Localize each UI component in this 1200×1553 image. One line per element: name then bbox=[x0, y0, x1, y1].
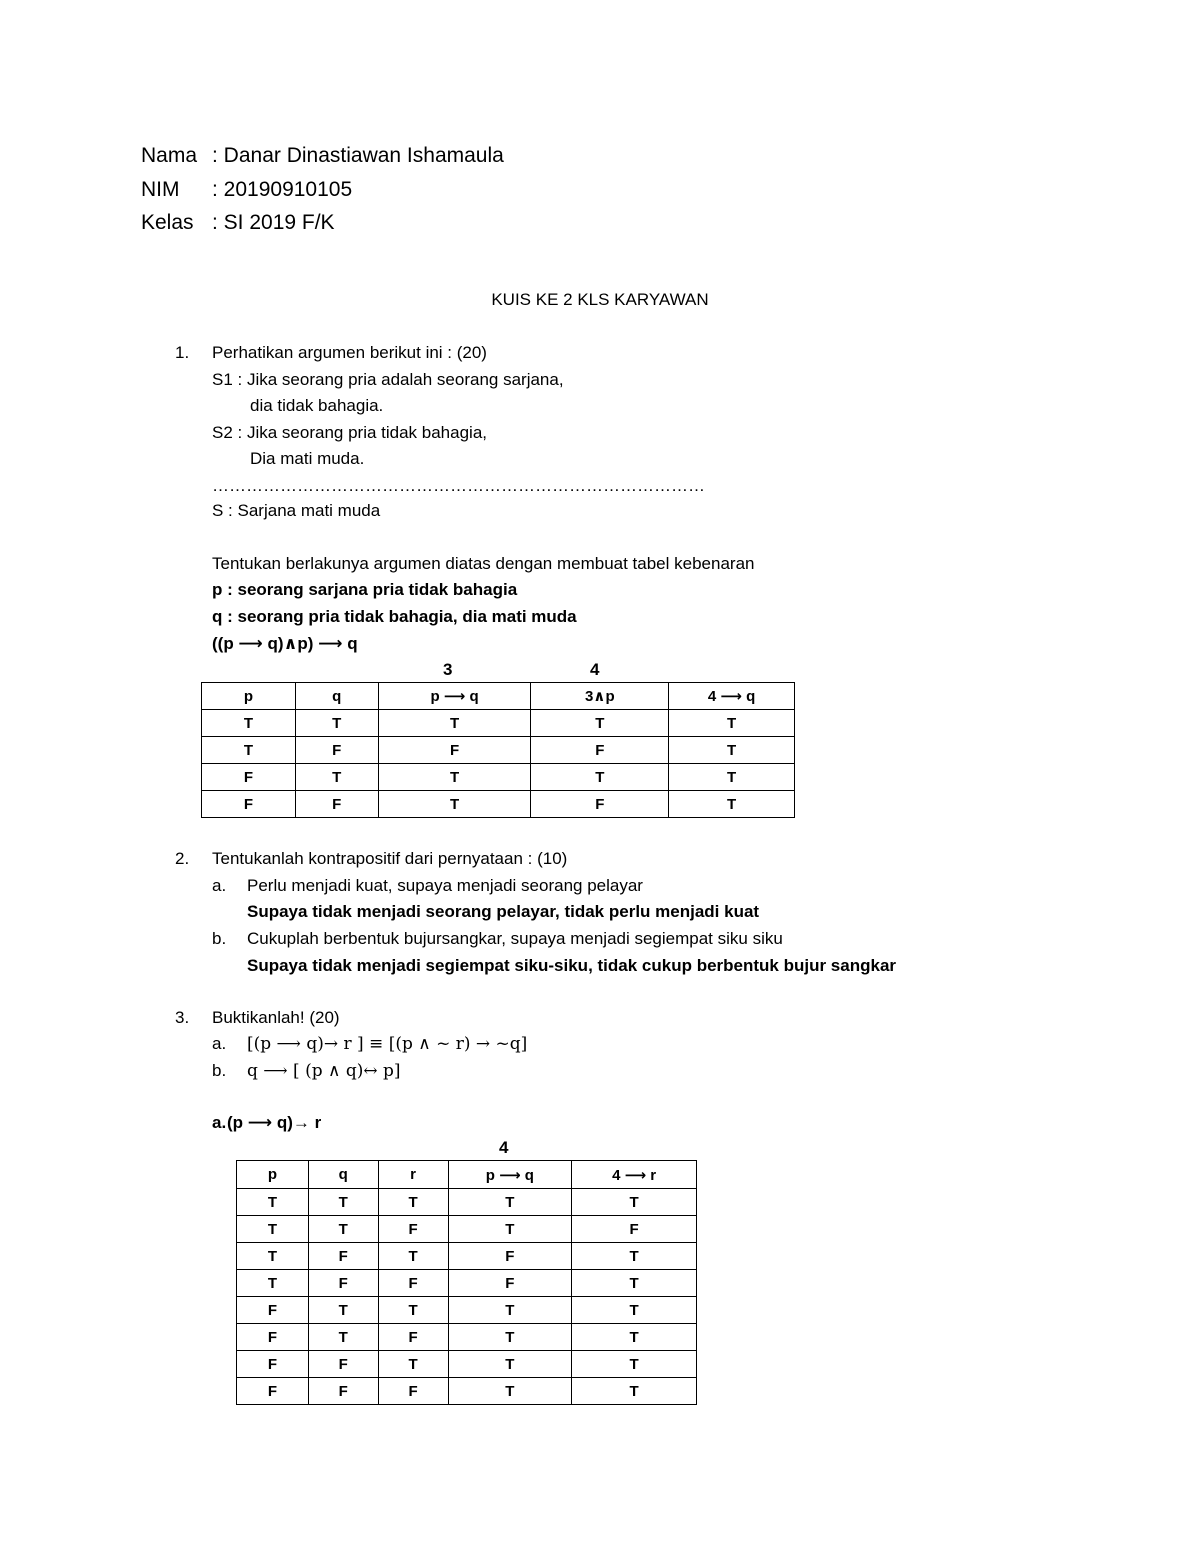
table-cell: T bbox=[448, 1297, 572, 1324]
table-cell: T bbox=[378, 764, 531, 791]
q3-sub-label: a. bbox=[212, 1113, 227, 1132]
table-cell: T bbox=[669, 764, 795, 791]
table-row bbox=[237, 1351, 697, 1378]
table-cell: T bbox=[669, 737, 795, 764]
table-cell: T bbox=[378, 1351, 448, 1378]
table-cell: F bbox=[378, 1216, 448, 1243]
table-cell: F bbox=[378, 1270, 448, 1297]
q2-prompt: Tentukanlah kontrapositif dari pernyataan : (10) bbox=[212, 849, 568, 868]
table-cell: T bbox=[448, 1351, 572, 1378]
q3-b-label: b. bbox=[212, 1061, 227, 1080]
q3-col-mark-4: 4 bbox=[499, 1138, 509, 1157]
table-header-cell: 4 ⟶ q bbox=[669, 683, 795, 710]
q1-col-mark-3: 3 bbox=[443, 660, 453, 679]
q1-s1-line1: S1 : Jika seorang pria adalah seorang sarjana, bbox=[212, 370, 564, 389]
q1-s2-line2: Dia mati muda. bbox=[250, 449, 365, 468]
table-cell: T bbox=[378, 791, 531, 818]
table-cell: T bbox=[669, 791, 795, 818]
table-cell: T bbox=[378, 710, 531, 737]
table-header-cell: r bbox=[378, 1161, 448, 1189]
table-cell: T bbox=[448, 1216, 572, 1243]
table-cell: T bbox=[531, 764, 669, 791]
q2-b-label: b. bbox=[212, 929, 227, 948]
table-header-cell: p bbox=[237, 1161, 309, 1189]
table-cell: F bbox=[308, 1351, 378, 1378]
table-cell: T bbox=[295, 710, 378, 737]
q3-a-label: a. bbox=[212, 1034, 227, 1053]
table-cell: F bbox=[202, 764, 296, 791]
table-cell: T bbox=[308, 1216, 378, 1243]
q1-p-definition: p : seorang sarjana pria tidak bahagia bbox=[212, 580, 518, 599]
table-cell: T bbox=[378, 1243, 448, 1270]
table-cell: F bbox=[378, 737, 531, 764]
table-row bbox=[202, 710, 795, 737]
table-cell: T bbox=[308, 1297, 378, 1324]
q1-truth-table bbox=[201, 682, 795, 818]
table-header-cell: 3∧p bbox=[531, 683, 669, 710]
table-cell: F bbox=[378, 1378, 448, 1405]
table-cell: F bbox=[308, 1378, 378, 1405]
q3-a-text: [(p ⟶ q)→ r ] ≡ [(p ∧ ~ r) → ~q] bbox=[247, 1034, 528, 1054]
table-cell: T bbox=[378, 1297, 448, 1324]
table-header-cell: q bbox=[308, 1161, 378, 1189]
table-cell: T bbox=[378, 1189, 448, 1216]
table-cell: F bbox=[308, 1243, 378, 1270]
table-cell: T bbox=[448, 1324, 572, 1351]
q2-b-text: Cukuplah berbentuk bujursangkar, supaya menjadi segiempat siku siku bbox=[247, 929, 783, 948]
q2-b-answer: Supaya tidak menjadi segiempat siku-siku, tidak cukup berbentuk bujur sangkar bbox=[247, 956, 897, 975]
table-header-row bbox=[202, 683, 795, 710]
q2-a-label: a. bbox=[212, 876, 227, 895]
table-cell: T bbox=[669, 710, 795, 737]
q1-s2-line1: S2 : Jika seorang pria tidak bahagia, bbox=[212, 423, 488, 442]
page-title: KUIS KE 2 KLS KARYAWAN bbox=[491, 290, 709, 309]
table-row bbox=[237, 1216, 697, 1243]
table-row bbox=[237, 1243, 697, 1270]
table-cell: F bbox=[295, 791, 378, 818]
q3-b-text: q ⟶ [ (p ∧ q)↔ p] bbox=[247, 1061, 401, 1081]
table-cell: F bbox=[237, 1351, 309, 1378]
table-row bbox=[237, 1297, 697, 1324]
q1-formula: ((p ⟶ q)∧p) ⟶ q bbox=[212, 634, 358, 653]
kelas-label: Kelas bbox=[141, 211, 194, 234]
table-cell: F bbox=[448, 1270, 572, 1297]
table-cell: T bbox=[237, 1216, 309, 1243]
q3-prompt: Buktikanlah! (20) bbox=[212, 1008, 340, 1027]
table-cell: F bbox=[531, 737, 669, 764]
table-header-cell: p bbox=[202, 683, 296, 710]
table-cell: T bbox=[237, 1189, 309, 1216]
table-row bbox=[237, 1324, 697, 1351]
q3-sub-formula: (p ⟶ q)→ r bbox=[227, 1113, 322, 1132]
table-row bbox=[237, 1270, 697, 1297]
table-cell: T bbox=[308, 1324, 378, 1351]
table-cell: T bbox=[572, 1351, 697, 1378]
nama-value: : Danar Dinastiawan Ishamaula bbox=[212, 144, 504, 167]
table-cell: F bbox=[295, 737, 378, 764]
nama-label: Nama bbox=[141, 144, 198, 167]
table-row bbox=[202, 791, 795, 818]
q1-q-definition: q : seorang pria tidak bahagia, dia mati muda bbox=[212, 607, 577, 626]
table-cell: T bbox=[572, 1243, 697, 1270]
kelas-value: : SI 2019 F/K bbox=[212, 211, 335, 234]
q1-col-mark-4: 4 bbox=[590, 660, 600, 679]
q3-number: 3. bbox=[175, 1008, 190, 1027]
table-cell: T bbox=[237, 1243, 309, 1270]
table-row bbox=[202, 764, 795, 791]
q1-prompt: Perhatikan argumen berikut ini : (20) bbox=[212, 343, 487, 362]
table-cell: F bbox=[237, 1324, 309, 1351]
q1-separator-dots: …………………………………………………………………………… bbox=[212, 476, 705, 495]
q2-a-text: Perlu menjadi kuat, supaya menjadi seorang pelayar bbox=[247, 876, 643, 895]
table-header-cell: p ⟶ q bbox=[448, 1161, 572, 1189]
table-cell: F bbox=[237, 1378, 309, 1405]
table-cell: T bbox=[572, 1189, 697, 1216]
table-cell: T bbox=[237, 1270, 309, 1297]
table-cell: T bbox=[295, 764, 378, 791]
table-cell: F bbox=[572, 1216, 697, 1243]
q1-number: 1. bbox=[175, 343, 190, 362]
table-cell: T bbox=[572, 1297, 697, 1324]
q1-conclusion: S : Sarjana mati muda bbox=[212, 501, 381, 520]
table-cell: F bbox=[202, 791, 296, 818]
table-header-row bbox=[237, 1161, 697, 1189]
nim-label: NIM bbox=[141, 178, 180, 201]
table-row bbox=[237, 1378, 697, 1405]
table-cell: F bbox=[378, 1324, 448, 1351]
table-cell: F bbox=[308, 1270, 378, 1297]
table-header-cell: 4 ⟶ r bbox=[572, 1161, 697, 1189]
table-cell: T bbox=[531, 710, 669, 737]
table-cell: T bbox=[572, 1324, 697, 1351]
table-cell: T bbox=[448, 1189, 572, 1216]
table-cell: F bbox=[531, 791, 669, 818]
table-cell: T bbox=[202, 710, 296, 737]
table-header-cell: p ⟶ q bbox=[378, 683, 531, 710]
table-cell: T bbox=[202, 737, 296, 764]
table-cell: T bbox=[572, 1378, 697, 1405]
q2-a-answer: Supaya tidak menjadi seorang pelayar, tidak perlu menjadi kuat bbox=[247, 902, 760, 921]
nim-value: : 20190910105 bbox=[212, 178, 353, 201]
q2-number: 2. bbox=[175, 849, 190, 868]
table-row bbox=[237, 1189, 697, 1216]
table-cell: F bbox=[237, 1297, 309, 1324]
q1-instruction: Tentukan berlakunya argumen diatas dengan membuat tabel kebenaran bbox=[212, 554, 755, 573]
table-cell: F bbox=[448, 1243, 572, 1270]
q3-truth-table bbox=[236, 1160, 697, 1405]
table-cell: T bbox=[572, 1270, 697, 1297]
q1-s1-line2: dia tidak bahagia. bbox=[250, 396, 384, 415]
table-row bbox=[202, 737, 795, 764]
table-cell: T bbox=[308, 1189, 378, 1216]
table-header-cell: q bbox=[295, 683, 378, 710]
table-cell: T bbox=[448, 1378, 572, 1405]
